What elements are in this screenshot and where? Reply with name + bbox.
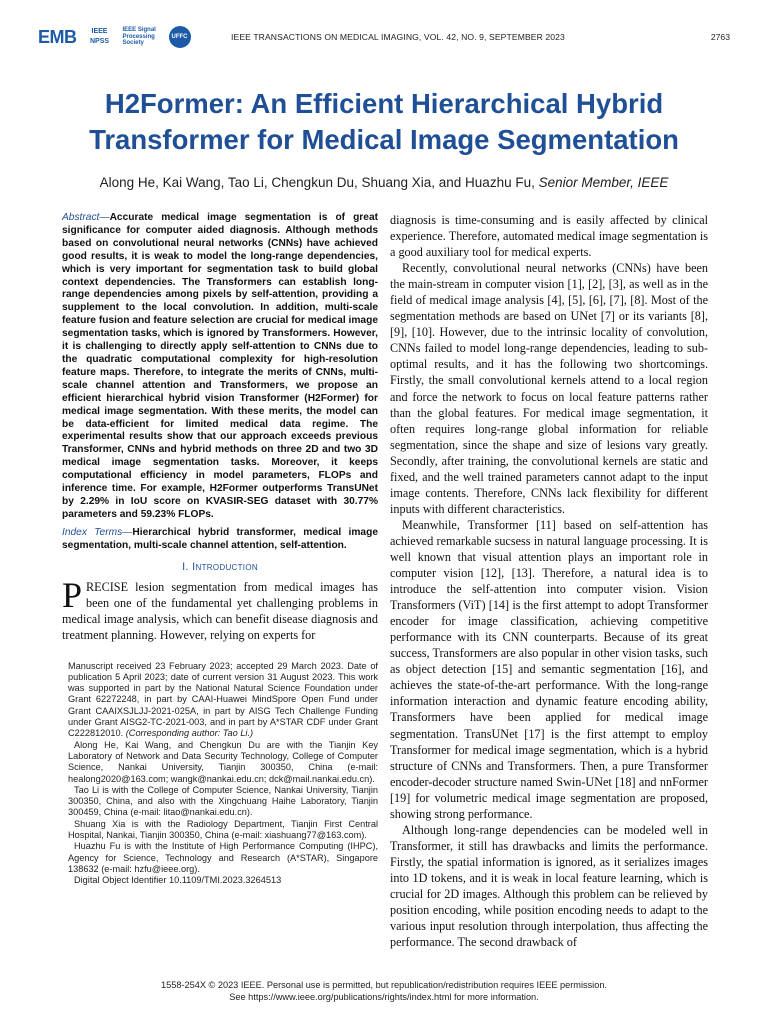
page-number: 2763 [710, 32, 730, 42]
author-list: Along He, Kai Wang, Tao Li, Chengkun Du, Shuang Xia, and Huazhu Fu, Senior Member, IEEE [99, 175, 669, 190]
journal-name: IEEE TRANSACTIONS ON MEDICAL IMAGING, VOL. 42, NO. 9, SEPTEMBER 2023 [231, 32, 565, 42]
author-membership: Senior Member, IEEE [538, 175, 669, 190]
intro-text: lesion segmentation from medical images has been one of the fundamental yet challenging problems in medical image analysis, which can benefit disease diagnosis and treatment planning. However, relying on experts for [62, 579, 378, 642]
copyright-footer [0, 980, 768, 1003]
section-number: I. [182, 560, 189, 573]
abstract [62, 212, 378, 522]
footnote-affiliation: Shuang Xia is with the Radiology Department, Tianjin First Central Hospital, Nankai, Tianjin 300350, China (e-mail: xiashuang77@163.com). [68, 818, 378, 841]
index-terms-text: Hierarchical hybrid transformer, medical image segmentation, multi-scale channel attention, self-attention. [62, 526, 378, 551]
index-terms-label: Index Terms— [62, 526, 133, 538]
paper-title: H2Former: An Efficient Hierarchical Hybrid Transformer for Medical Image Segmentation [89, 88, 679, 155]
footnotes [62, 661, 378, 887]
footnote-corresponding: (Corresponding author: Tao Li.) [125, 728, 254, 739]
abstract-label: Abstract— [62, 212, 110, 223]
body-paragraph: Although long-range dependencies can be modeled well in Transformer, it still has drawbacks and limits the performance. Firstly, the spatial information is ignored, as it serializes images into 1D tokens, and it is weak in local feature learning, which is crucial for 2D images. Although this problem can be relieved by position encoding, while position encoding needs to adapt to the various input resolution through interpolation, thus affecting the performance. The second drawback of [390, 822, 708, 950]
right-column [390, 212, 708, 950]
sps-logo-text: IEEE Signal Processing Society [122, 27, 156, 47]
copyright-line: 1558-254X © 2023 IEEE. Personal use is permitted, but republication/redistribution requires IEEE permission. [161, 980, 607, 990]
body-paragraph: Recently, convolutional neural networks (CNNs) have been the main-stream in computer vision [1], [2], [3], as well as in the field of medical image analysis [4], [5], [6], [7], [8]. Most of the segmentation methods are based on UNet [7] or its variants [8], [9], [10]. However, due to the intrinsic locality of convolution, CNNs failed to model long-range dependencies, leading to sub-optimal results, and it has the following two shortcomings. Firstly, the small convolutional kernels attend to a local region and force the network to focus on local feature patterns rather than the global features. For medical image segmentation, it often requires long-range global information for reliable segmentation, since the shape and size of lesions vary greatly. Secondly, after training, the convolutional kernels are static and fixed, and the well trained parameters cannot adapt to the input image contents. Therefore, CNNs lack flexibility for different inputs with different characteristics. [390, 261, 708, 516]
introduction-paragraph [62, 574, 378, 643]
rights-link-line: See https://www.ieee.org/publications/rights/index.html for more information. [229, 991, 539, 1002]
emb-logo: EMB [38, 26, 77, 47]
footnote-funding: Manuscript received 23 February 2023; accepted 29 March 2023. Date of publication 5 April 2023; date of current version 31 August 2023. This work was supported in part by the National Natural Science Foundation under Grant 62272248, in part by CAAI-Huawei MindSpore Open Fund under Grant CAAIXSJLJJ-2021-025A, in part by AISG Tech Challenge Funding under Grant AISG2-TC-2021-003, and in part by A*STAR CDF under Grant C222812010. [68, 660, 378, 739]
npss-logo [83, 27, 117, 47]
left-column [62, 212, 378, 887]
drop-cap: P [62, 574, 83, 615]
intro-lead-word: RECISE [86, 579, 129, 594]
uffc-logo: UFFC [169, 26, 191, 48]
signal-processing-logo [123, 27, 163, 47]
body-paragraph: diagnosis is time-consuming and is easily affected by clinical experience. Therefore, automated medical image segmentation is a good auxiliary tool for medical experts. [390, 213, 708, 260]
footnote-affiliation: Tao Li is with the College of Computer Science, Nankai University, Tianjin 300350, China, and also with the Xingchuang Haihe Laboratory, Tianjin 300459, China (e-mail: litao@nankai.edu.cn). [68, 784, 378, 818]
society-logos [38, 26, 191, 48]
abstract-text: Accurate medical image segmentation is of great significance for computer aided diagnosis. Although methods based on convolutional neural networks (CNNs) have achieved good results, it is weak to model the long-range dependencies, which is very important for segmentation task to build global context dependencies. The Transformers can establish long-range dependencies among pixels by self-attention, providing a supplement to the local convolution. In addition, multi-scale feature fusion and feature selection are crucial for medical image segmentation tasks, which is ignored by Transformers. However, it is challenging to directly apply self-attention to CNNs due to the quadratic computational complexity for high-resolution feature maps. Therefore, to integrate the merits of CNNs, multi-scale channel attention and Transformers, we propose an efficient hierarchical hybrid vision Transformer (H2Former) for medical image segmentation. With these merits, the model can be data-efficient for limited medical data regime. The experimental results show that our approach exceeds previous Transformer, CNNs and hybrid methods on three 2D and two 3D medical image segmentation tasks. Moreover, it keeps computational efficiency in model parameters, FLOPs and inference time. For example, H2Former outperforms TransUNet by 2.29% in IoU score on KVASIR-SEG dataset with 30.77% parameters and 59.23% FLOPs. [62, 212, 378, 520]
footnote-affiliation: Along He, Kai Wang, and Chengkun Du are with the Tianjin Key Laboratory of Network and Data Security Technology, College of Computer Science, Nankai University, Tianjin 300350, China (e-mail: healong2020@163.com; wangk@nankai.edu.cn; dck@mail.nankai.edu.cn). [68, 739, 378, 784]
footnote-manuscript [68, 661, 378, 740]
index-terms [62, 527, 378, 553]
section-title: Introduction [192, 560, 258, 573]
npss-logo-text: IEEE NPSS [89, 28, 110, 45]
body-paragraph: Meanwhile, Transformer [11] based on self-attention has achieved remarkable sucsess in natural language processing. It is well known that visual attention plays an important role in computer vision [12], [13]. Therefore, a natural idea is to introduce the self-attention into computer vision. Vision Transformers (ViT) [14] is the first attempt to adopt Transformer encoder for image classification, achieving competitive performance with its CNN counterparts. Because of its great success, Transformers are also popular in other vision tasks, such as object detection [15] and semantic segmentation [16], and achieves the state-of-the-art performance. With the long-range information interaction and dynamic feature encoding ability, Transformers have been applied for medical image segmentation. TransUNet [17] is the first attempt to employ Transformer for medical image segmentation, which is a hybrid structure of CNNs and Transformers. Then, a pure Transformer encoder-decoder structure named Swin-UNet [18] and nnFormer [19] for volumetric medical image segmentation are proposed, showing strong performance. [390, 517, 708, 821]
author-names: Along He, Kai Wang, Tao Li, Chengkun Du, Shuang Xia, and Huazhu Fu [99, 175, 532, 190]
section-heading [62, 561, 378, 573]
footnote-doi: Digital Object Identifier 10.1109/TMI.2023.3264513 [74, 875, 282, 886]
page-header [38, 22, 730, 62]
footnote-affiliation: Huazhu Fu is with the Institute of High Performance Computing (IHPC), Agency for Science, Technology and Research (A*STAR), Singapore 138632 (e-mail: hzfu@ieee.org). [68, 841, 378, 874]
